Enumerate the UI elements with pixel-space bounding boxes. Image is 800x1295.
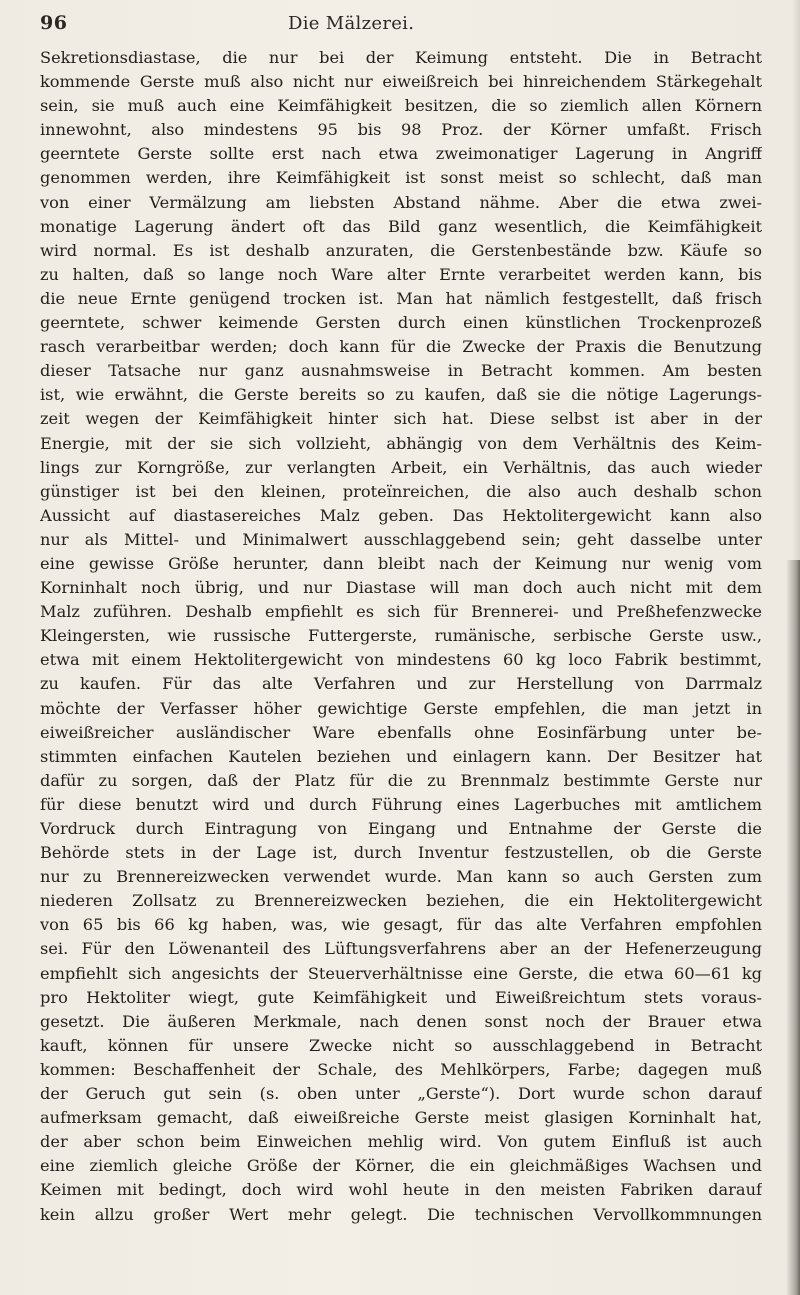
text-line: sei. Für den Löwenanteil des Lüftungsverfahrens aber an der Hefenerzeugung	[40, 939, 762, 959]
text-line: Keimen mit bedingt, doch wird wohl heute in den meisten Fabriken darauf	[40, 1180, 762, 1200]
text-line: niederen Zollsatz zu Brennereizwecken beziehen, die ein Hektolitergewicht	[40, 891, 762, 911]
text-line: Sekretionsdiastase, die nur bei der Keimung entsteht. Die in Betracht	[40, 48, 762, 67]
text-line: Aussicht auf diastasereiches Malz geben. Das Hektolitergewicht kann also	[40, 505, 762, 525]
text-line: lings zur Korngröße, zur verlangten Arbeit, ein Verhältnis, das auch wieder	[40, 457, 762, 477]
page-number: 96	[40, 12, 68, 34]
page-edge-shadow-lower	[786, 560, 800, 1295]
text-line: Kleingersten, wie russische Futtergerste, rumänische, serbische Gerste usw.,	[40, 626, 762, 646]
text-line: von einer Vermälzung am liebsten Abstand nähme. Aber die etwa zwei-	[40, 192, 762, 212]
text-line: nur als Mittel- und Minimalwert ausschlaggebend sein; geht dasselbe unter	[40, 529, 762, 549]
text-line: Energie, mit der sie sich vollzieht, abhängig von dem Verhältnis des Keim-	[40, 433, 762, 453]
text-line: empfiehlt sich angesichts der Steuerverhältnisse eine Gerste, die etwa 60—61 kg	[40, 963, 762, 983]
text-line: der Geruch gut sein (s. oben unter „Gerste“). Dort wurde schon darauf	[40, 1084, 762, 1104]
text-line: stimmten einfachen Kautelen beziehen und einlagern kann. Der Besitzer hat	[40, 746, 762, 766]
text-line: dafür zu sorgen, daß der Platz für die zu Brennmalz bestimmte Gerste nur	[40, 770, 762, 790]
text-line: sein, sie muß auch eine Keimfähigkeit besitzen, die so ziemlich allen Körnern	[40, 96, 762, 116]
text-line: dieser Tatsache nur ganz ausnahmsweise in Betracht kommen. Am besten	[40, 361, 762, 381]
text-line: Malz zuführen. Deshalb empfiehlt es sich für Brennerei- und Preßhefenzwecke	[40, 602, 762, 622]
text-line: Korninhalt noch übrig, und nur Diastase will man doch auch nicht mit dem	[40, 578, 762, 598]
text-line: geerntete, schwer keimende Gersten durch einen künstlichen Trockenprozeß	[40, 313, 762, 333]
text-line: eine ziemlich gleiche Größe der Körner, die ein gleichmäßiges Wachsen und	[40, 1156, 762, 1176]
running-title: Die Mälzerei.	[288, 13, 415, 34]
text-line: kommen: Beschaffenheit der Schale, des Mehlkörpers, Farbe; dagegen muß	[40, 1059, 762, 1079]
text-line: zeit wegen der Keimfähigkeit hinter sich hat. Diese selbst ist aber in der	[40, 409, 762, 429]
text-line: aufmerksam gemacht, daß eiweißreiche Gerste meist glasigen Korninhalt hat,	[40, 1108, 762, 1128]
text-line: für diese benutzt wird und durch Führung eines Lagerbuches mit amtlichem	[40, 794, 762, 814]
text-line: Vordruck durch Eintragung von Eingang und Entnahme der Gerste die	[40, 819, 762, 838]
text-line: kauft, können für unsere Zwecke nicht so ausschlaggebend in Betracht	[40, 1035, 762, 1055]
text-line: geerntete Gerste sollte erst nach etwa zweimonatiger Lagerung in Angriff	[40, 144, 762, 164]
text-line: nur zu Brennereizwecken verwendet wurde. Man kann so auch Gersten zum	[40, 867, 762, 887]
page-header	[40, 12, 760, 38]
text-line: innewohnt, also mindestens 95 bis 98 Proz. der Körner umfaßt. Frisch	[40, 120, 762, 140]
text-line: Behörde stets in der Lage ist, durch Inventur festzustellen, ob die Gerste	[40, 843, 762, 863]
text-line: rasch verarbeitbar werden; doch kann für die Zwecke der Praxis die Benutzung	[40, 337, 762, 357]
text-line: zu kaufen. Für das alte Verfahren und zur Herstellung von Darrmalz	[40, 674, 762, 694]
text-line: gesetzt. Die äußeren Merkmale, nach denen sonst noch der Brauer etwa	[40, 1011, 762, 1031]
text-line: eine gewisse Größe herunter, dann bleibt nach der Keimung nur wenig vom	[40, 553, 762, 573]
text-line: die neue Ernte genügend trocken ist. Man hat nämlich festgestellt, daß frisch	[40, 288, 762, 308]
text-line: etwa mit einem Hektolitergewicht von mindestens 60 kg loco Fabrik bestimmt,	[40, 650, 762, 670]
body-text	[40, 46, 762, 1227]
page-edge-shadow	[792, 0, 800, 560]
text-line: günstiger ist bei den kleinen, proteïnreichen, die also auch deshalb schon	[40, 481, 762, 501]
text-line: kein allzu großer Wert mehr gelegt. Die technischen Vervollkommnungen	[40, 1204, 762, 1224]
text-line: kommende Gerste muß also nicht nur eiweißreich bei hinreichendem Stärkegehalt	[40, 72, 762, 92]
text-line: eiweißreicher ausländischer Ware ebenfalls ohne Eosinfärbung unter be-	[40, 722, 762, 742]
text-line: genommen werden, ihre Keimfähigkeit ist sonst meist so schlecht, daß man	[40, 168, 762, 188]
text-line: ist, wie erwähnt, die Gerste bereits so zu kaufen, daß sie die nötige Lagerungs-	[40, 385, 762, 405]
text-line: monatige Lagerung ändert oft das Bild ganz wesentlich, die Keimfähigkeit	[40, 216, 762, 236]
text-line: möchte der Verfasser höher gewichtige Gerste empfehlen, die man jetzt in	[40, 698, 762, 718]
text-line: zu halten, daß so lange noch Ware alter Ernte verarbeitet werden kann, bis	[40, 264, 762, 284]
text-line: wird normal. Es ist deshalb anzuraten, die Gerstenbestände bzw. Käufe so	[40, 240, 762, 260]
text-line: von 65 bis 66 kg haben, was, wie gesagt, für das alte Verfahren empfohlen	[40, 915, 762, 935]
text-line: pro Hektoliter wiegt, gute Keimfähigkeit und Eiweißreichtum stets voraus-	[40, 987, 762, 1007]
text-line: der aber schon beim Einweichen mehlig wird. Von gutem Einfluß ist auch	[40, 1132, 762, 1152]
